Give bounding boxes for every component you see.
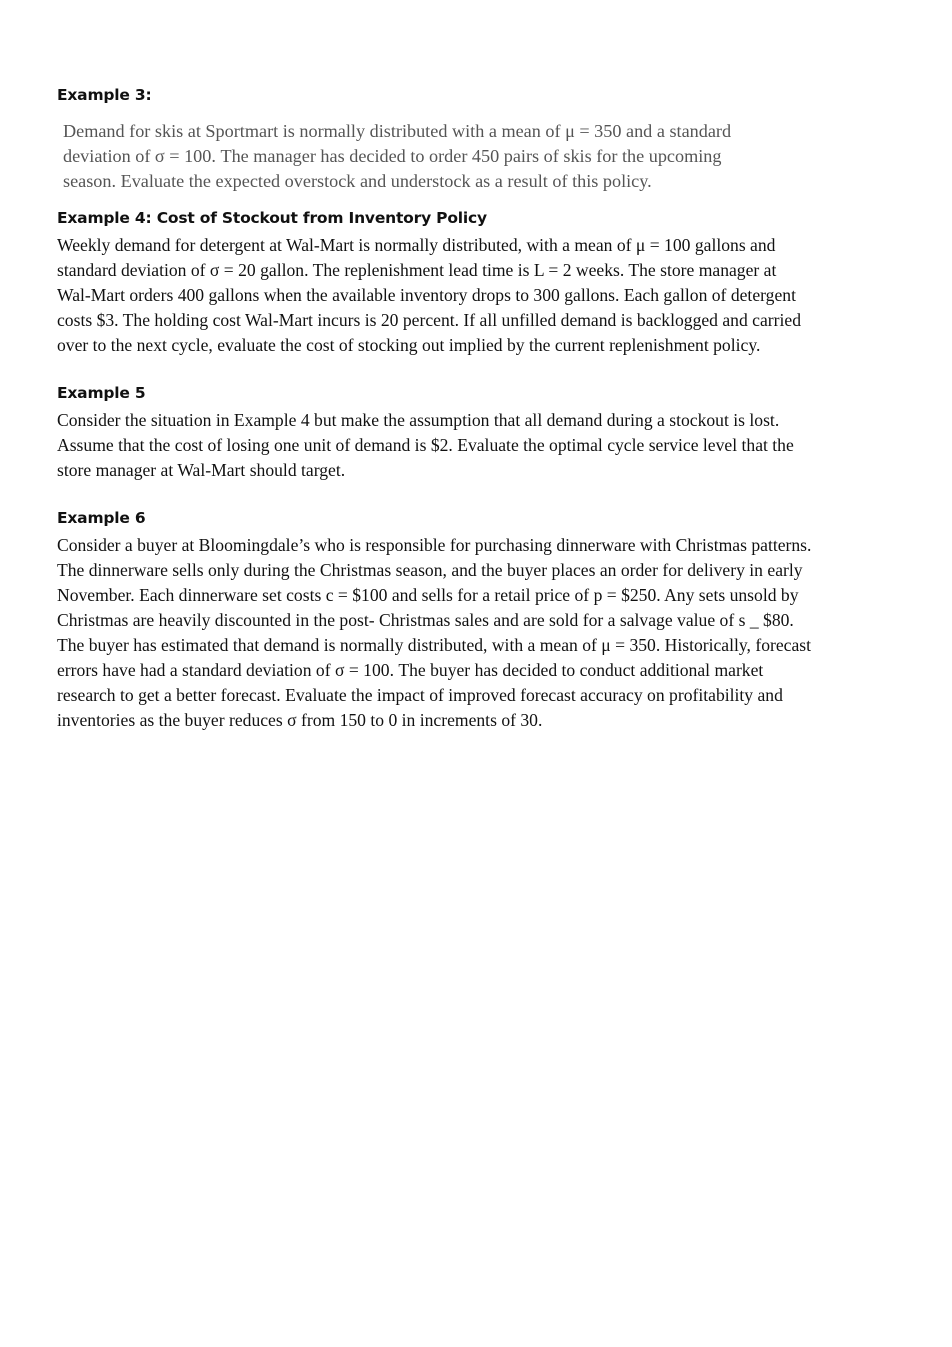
example-4-paragraph: [57, 233, 801, 358]
example-6-line-1: Consider a buyer at Bloomingdale’s who is responsible for purchasing dinnerware with Christmas patterns.: [57, 535, 812, 555]
example-4-heading: Example 4: Cost of Stockout from Inventory Policy: [57, 209, 487, 227]
example-5-heading: Example 5: [57, 384, 146, 402]
example-4-line-5: over to the next cycle, evaluate the cost of stocking out implied by the current replenishment policy.: [57, 335, 761, 355]
example-3-heading: Example 3:: [57, 86, 152, 104]
example-3-line-1: Demand for skis at Sportmart is normally distributed with a mean of μ = 350 and a standard: [63, 121, 732, 141]
example-3-paragraph: [63, 119, 731, 194]
example-6-line-4: Christmas are heavily discounted in the post- Christmas sales and are sold for a salvage value of s _ $80.: [57, 610, 794, 630]
example-5-line-2: Assume that the cost of losing one unit of demand is $2. Evaluate the optimal cycle service level that the: [57, 435, 794, 455]
example-3-line-2: deviation of σ = 100. The manager has decided to order 450 pairs of skis for the upcoming: [63, 146, 722, 166]
example-6-paragraph: [57, 533, 811, 733]
example-5-paragraph: [57, 408, 794, 483]
example-6-line-5: The buyer has estimated that demand is normally distributed, with a mean of μ = 350. Historically, forecast: [57, 635, 812, 655]
example-4-line-1: Weekly demand for detergent at Wal-Mart is normally distributed, with a mean of μ = 100 gallons and: [57, 235, 776, 255]
example-4-line-3: Wal-Mart orders 400 gallons when the available inventory drops to 300 gallons. Each gallon of detergent: [57, 285, 796, 305]
example-6-line-3: November. Each dinnerware set costs c = $100 and sells for a retail price of p = $250. Any sets unsold by: [57, 585, 799, 605]
example-6-line-2: The dinnerware sells only during the Christmas season, and the buyer places an order for delivery in early: [57, 560, 803, 580]
example-5-line-1: Consider the situation in Example 4 but make the assumption that all demand during a stockout is lost.: [57, 410, 780, 430]
example-6-line-7: research to get a better forecast. Evaluate the impact of improved forecast accuracy on profitability and: [57, 685, 783, 705]
example-4-line-2: standard deviation of σ = 20 gallon. The replenishment lead time is L = 2 weeks. The store manager at: [57, 260, 777, 280]
example-6-heading: Example 6: [57, 509, 146, 527]
example-5-line-3: store manager at Wal-Mart should target.: [57, 460, 346, 480]
example-6-line-6: errors have had a standard deviation of σ = 100. The buyer has decided to conduct additional market: [57, 660, 764, 680]
example-4-line-4: costs $3. The holding cost Wal-Mart incurs is 20 percent. If all unfilled demand is backlogged and carried: [57, 310, 801, 330]
example-6-line-8: inventories as the buyer reduces σ from 150 to 0 in increments of 30.: [57, 710, 543, 730]
example-3-line-3: season. Evaluate the expected overstock and understock as a result of this policy.: [63, 171, 652, 191]
